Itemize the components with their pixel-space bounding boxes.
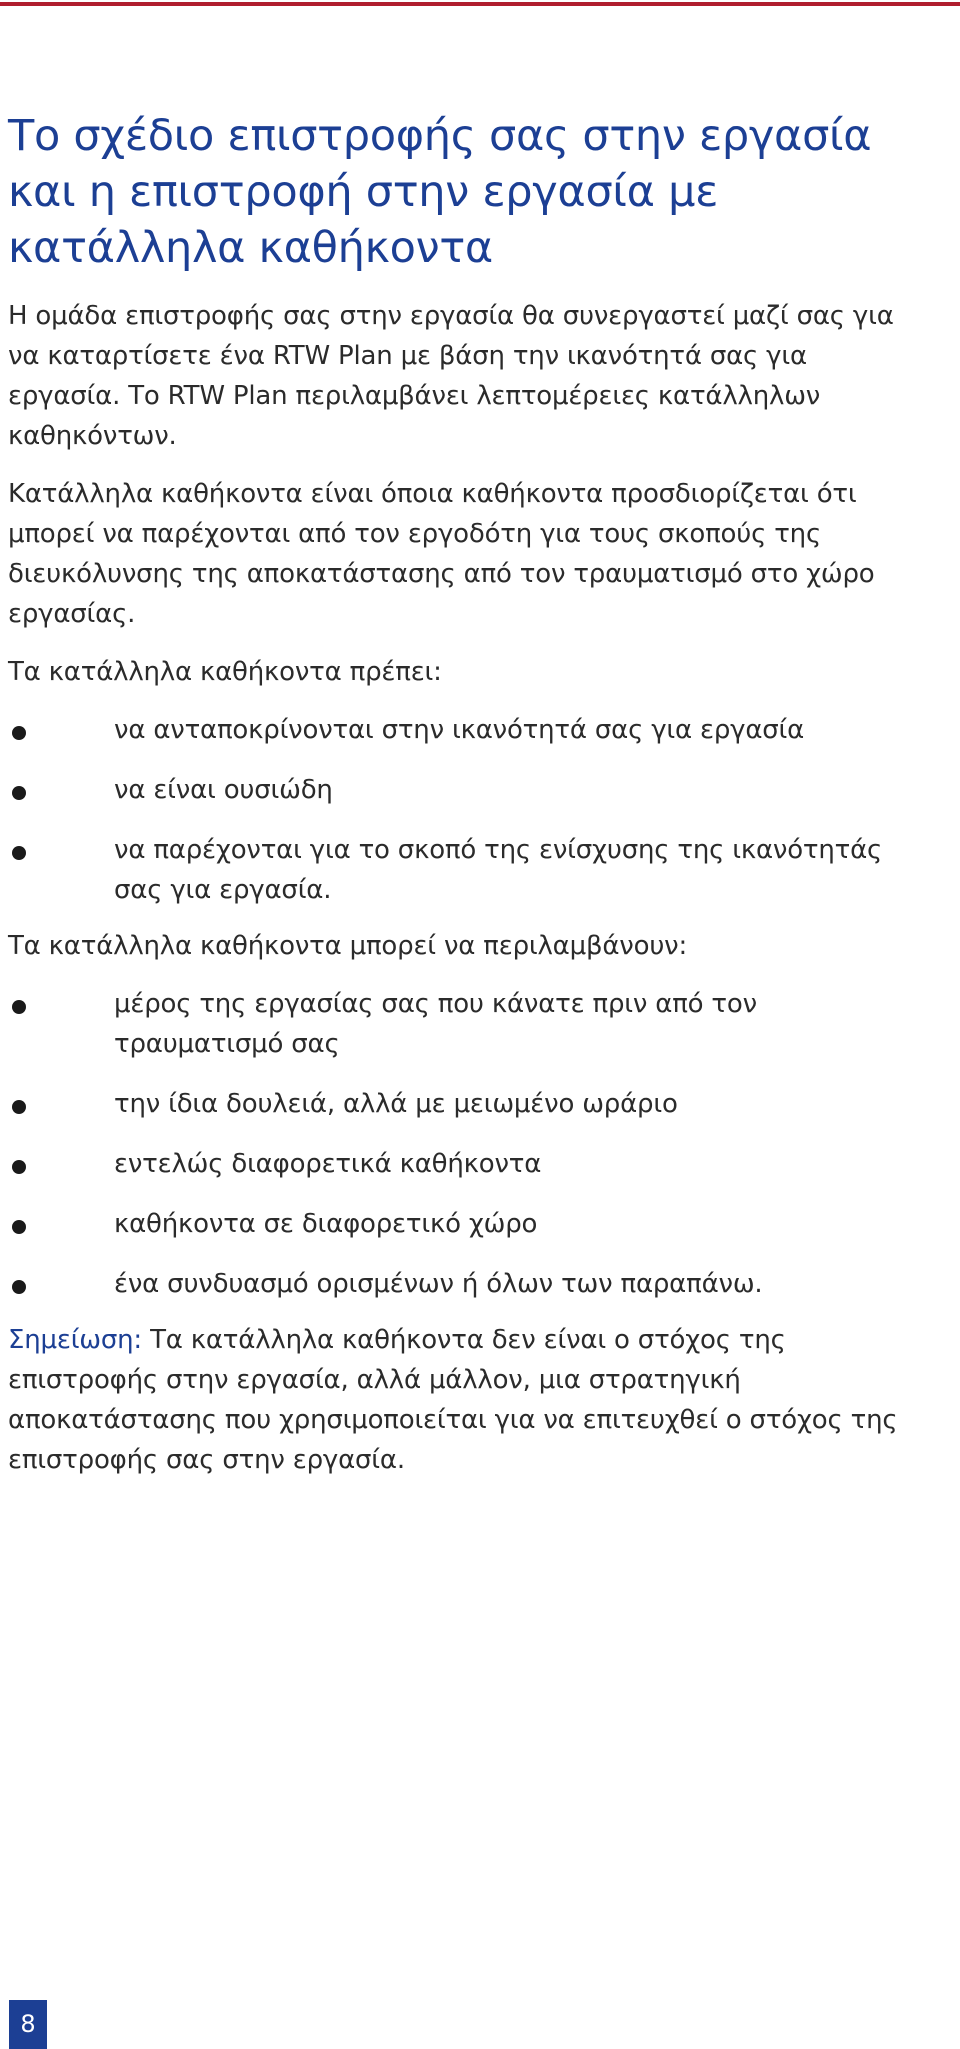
list-item-text: να παρέχονται για το σκοπό της ενίσχυσης της ικανότητάς σας για εργασία. [114,835,883,905]
bullet-icon [12,846,26,860]
list-item-text: καθήκοντα σε διαφορετικό χώρο [114,1209,538,1239]
list-item [8,1264,908,1304]
list-item [8,710,908,750]
bullet-icon [12,1280,26,1294]
list-item-text: μέρος της εργασίας σας που κάνατε πριν από τον τραυματισμό σας [114,989,757,1059]
note-label: Σημείωση: [8,1325,142,1355]
may-include-lead: Τα κατάλληλα καθήκοντα μπορεί να περιλαμβάνουν: [8,931,688,961]
bullet-icon [12,1220,26,1234]
intro-paragraph: Η ομάδα επιστροφής σας στην εργασία θα συνεργαστεί μαζί σας για να καταρτίσετε ένα RTW Plan με βάση την ικανότητά σας για εργασία. Το RTW Plan περιλαμβάνει λεπτομέρειες κατάλληλων καθηκόντων. [8,301,894,451]
page-title: Το σχέδιο επιστροφής σας στην εργασία και η επιστροφή στην εργασία με κατάλληλα καθήκοντα [8,111,872,273]
bullet-icon [12,786,26,800]
page-number-badge: 8 [9,2000,47,2049]
list-item-text: να είναι ουσιώδη [114,775,333,805]
may-include-list [8,984,908,1304]
list-item [8,1144,908,1184]
bullet-icon [12,1000,26,1014]
list-item [8,984,908,1064]
definition-paragraph: Κατάλληλα καθήκοντα είναι όποια καθήκοντα προσδιορίζεται ότι μπορεί να παρέχονται από τον εργοδότη για τους σκοπούς της διευκόλυνσης της αποκατάστασης από τον τραυματισμό στο χώρο εργασίας. [8,479,875,629]
list-item [8,1204,908,1244]
note-paragraph [8,1320,908,1480]
note-text: Τα κατάλληλα καθήκοντα δεν είναι ο στόχος της επιστροφής στην εργασία, αλλά μάλλον, μια στρατηγική αποκατάστασης που χρησιμοποιείται για να επιτευχθεί ο στόχος της επιστροφής σας στην εργασία. [8,1325,898,1475]
must-list [8,710,908,910]
must-lead: Τα κατάλληλα καθήκοντα πρέπει: [8,657,442,687]
list-item-text: να ανταποκρίνονται στην ικανότητά σας για εργασία [114,715,805,745]
bullet-icon [12,1100,26,1114]
list-item-text: την ίδια δουλειά, αλλά με μειωμένο ωράριο [114,1089,678,1119]
list-item-text: εντελώς διαφορετικά καθήκοντα [114,1149,542,1179]
list-item-text: ένα συνδυασμό ορισμένων ή όλων των παραπάνω. [114,1269,763,1299]
document-body [8,108,908,1498]
top-rule [0,2,960,6]
list-item [8,770,908,810]
list-item [8,830,908,910]
list-item [8,1084,908,1124]
bullet-icon [12,1160,26,1174]
bullet-icon [12,726,26,740]
